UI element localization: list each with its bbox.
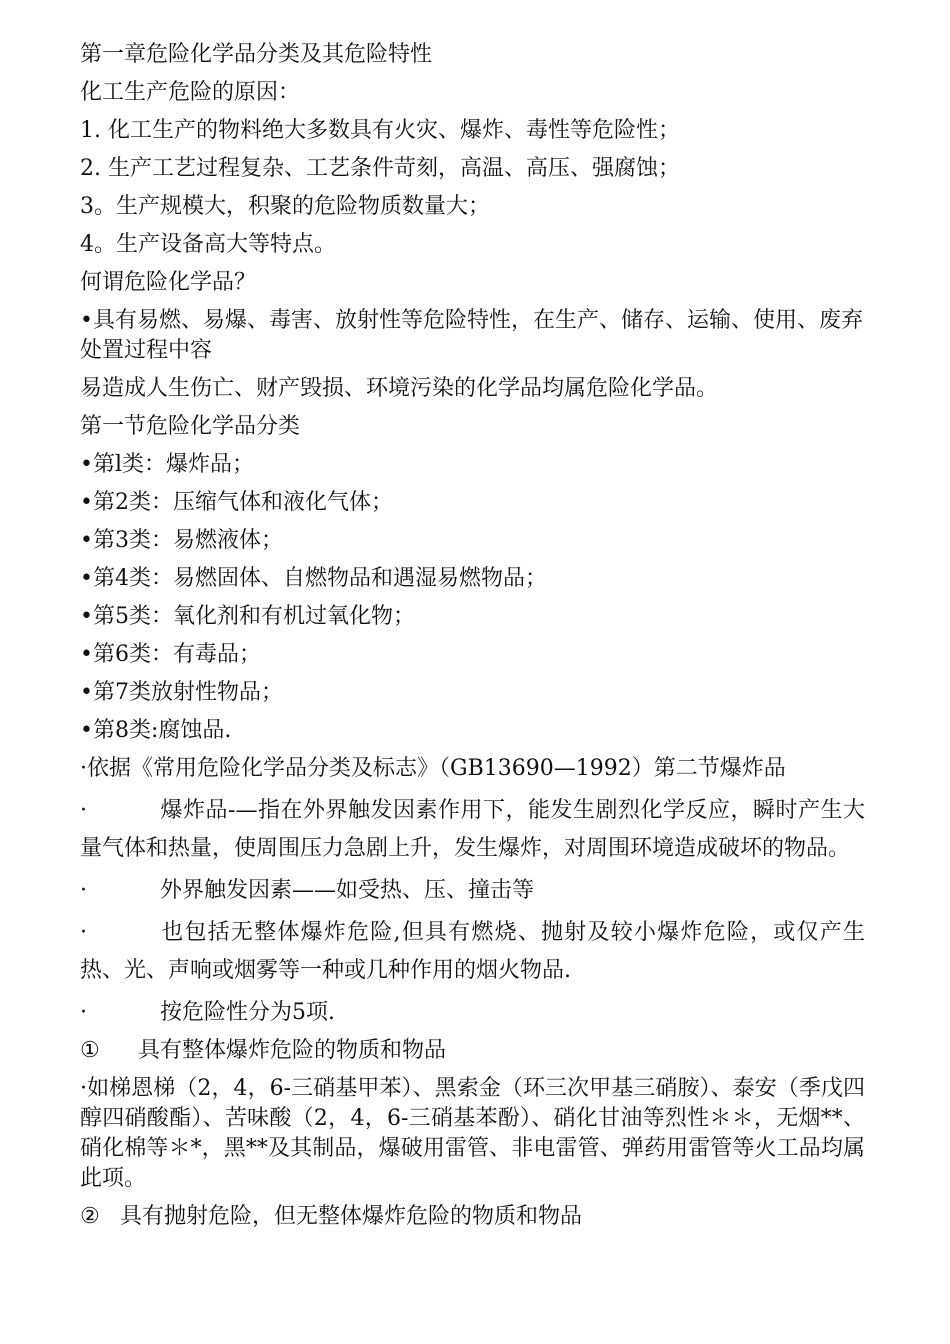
definition-continuation: 易造成人生伤亡、财产毁损、环境污染的化学品均属危险化学品。 <box>80 376 719 401</box>
items-paragraph <box>80 994 865 1032</box>
item1-heading <box>80 1036 865 1066</box>
cause-item: 3。生产规模大，积聚的危险物质数量大； <box>80 194 490 219</box>
item2-heading <box>80 1202 865 1232</box>
class-item: •第7类放射性物品； <box>80 680 283 705</box>
class-item: •第6类：有毒品； <box>80 642 261 667</box>
section-title: 第一节危险化学品分类 <box>80 414 301 439</box>
item1-marker: ① <box>80 1038 100 1063</box>
trigger-text: 外界触发因素——如受热、压、撞击等 <box>160 878 535 903</box>
chapter-title: 第一章危险化学品分类及其危险特性 <box>80 42 433 67</box>
cause-item: 2. 生产工艺过程复杂、工艺条件苛刻，高温、高压、强腐蚀； <box>80 156 680 181</box>
also-paragraph <box>80 914 865 990</box>
item2-marker: ② <box>80 1204 100 1229</box>
explosive-definition-text: 爆炸品-—指在外界触发因素作用下，能发生剧烈化学反应，瞬时产生大量气体和热量，使周围压力急剧上升，发生爆炸，对周围环境造成破坏的物品。 <box>80 798 865 861</box>
trigger-paragraph <box>80 872 865 910</box>
class-item: •第l类：爆炸品； <box>80 452 255 477</box>
item2-text: 具有抛射危险，但无整体爆炸危险的物质和物品 <box>120 1204 583 1229</box>
what-heading: 何谓危险化学品？ <box>80 270 257 295</box>
items-text: 按危险性分为5项. <box>160 1000 335 1025</box>
class-item: •第4类：易燃固体、自燃物品和遇湿易燃物品； <box>80 566 547 591</box>
class-item: •第2类：压缩气体和液化气体； <box>80 490 393 515</box>
bullet-mark: · <box>80 1000 87 1025</box>
class-item: •第3类：易燃液体； <box>80 528 283 553</box>
definition-paragraph: •具有易燃、易爆、毒害、放射性等危险特性，在生产、储存、运输、使用、废弃处置过程中容 <box>80 308 863 363</box>
explosive-definition <box>80 792 865 868</box>
class-item: •第8类:腐蚀品. <box>80 718 232 743</box>
cause-item: 1. 化工生产的物料绝大多数具有火灾、爆炸、毒性等危险性； <box>80 118 680 143</box>
bullet-mark: · <box>80 920 87 945</box>
cause-item: 4。生产设备高大等特点。 <box>80 232 336 257</box>
class-item: •第5类：氧化剂和有机过氧化物； <box>80 604 415 629</box>
bullet-mark: · <box>80 798 87 823</box>
bullet-mark: · <box>80 878 87 903</box>
causes-heading: 化工生产危险的原因： <box>80 80 301 105</box>
item1-text: 具有整体爆炸危险的物质和物品 <box>138 1038 447 1063</box>
also-text: 也包括无整体爆炸危险,但具有燃烧、抛射及较小爆炸危险，或仅产生热、光、声响或烟雾等一种或几种作用的烟火物品. <box>80 920 865 983</box>
document-page <box>80 40 865 1240</box>
item1-examples: ·如梯恩梯（2，4，6-三硝基甲苯）、黑索金（环三次甲基三硝胺）、泰安（季戊四醇四硝酸酯）、苦味酸（2，4，6-三硝基苯酚）、硝化甘油等烈性＊＊，无烟**、硝化棉等＊*，黑**及其制品，爆破用雷管、非电雷管、弹药用雷管等火工品均属此项。 <box>80 1076 865 1191</box>
basis-paragraph: ·依据《常用危险化学品分类及标志》（GB13690—1992）第二节爆炸品 <box>80 756 786 781</box>
